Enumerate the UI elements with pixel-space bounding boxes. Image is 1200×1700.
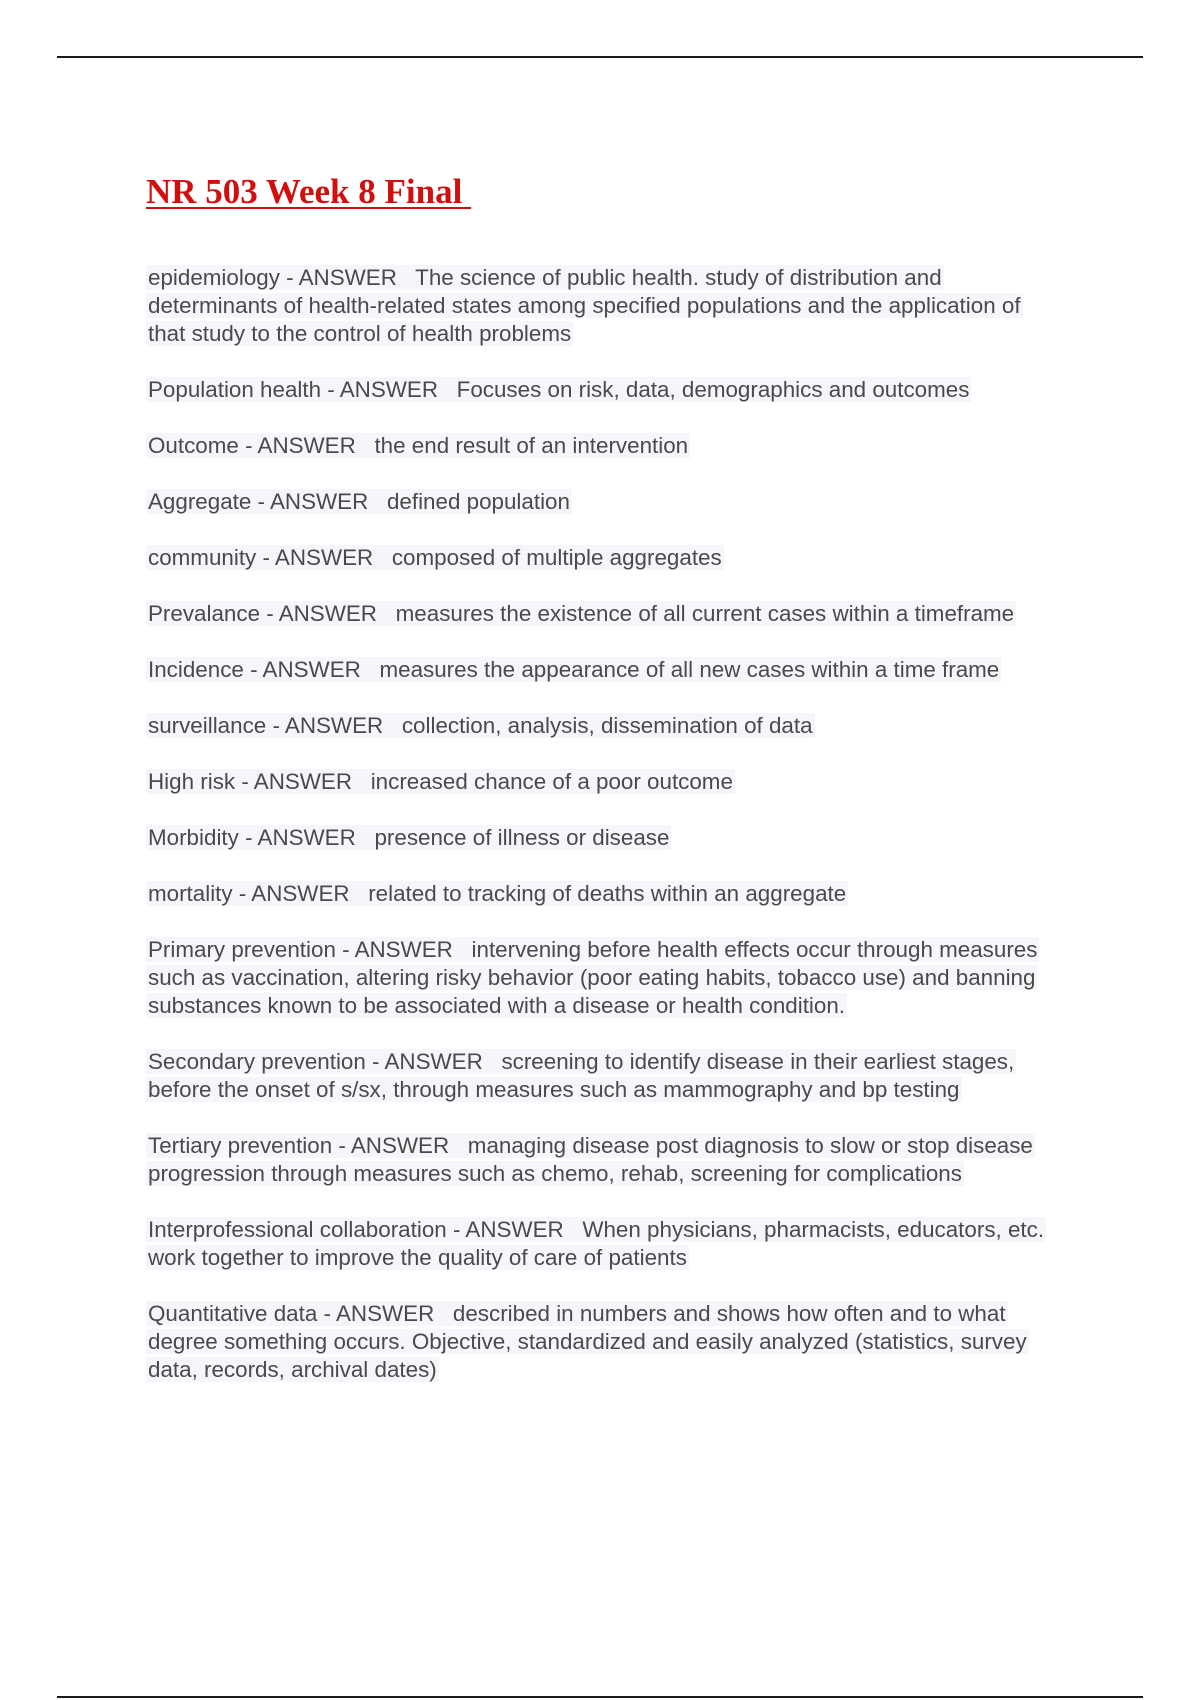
qa-term: surveillance <box>148 713 267 738</box>
qa-separator: - ANSWER <box>235 769 371 794</box>
qa-separator: - ANSWER <box>251 489 387 514</box>
qa-term: Primary prevention <box>148 937 336 962</box>
qa-list <box>146 264 1046 1384</box>
qa-term: community <box>148 545 257 570</box>
qa-term: Aggregate <box>148 489 252 514</box>
qa-definition: When physicians, pharmacists, educators, etc. work together to improve the quality of care of patients <box>148 1217 1045 1270</box>
qa-entry-primary-prevention <box>146 936 1046 1020</box>
qa-definition: intervening before health effects occur through measures such as vaccination, altering risky behavior (poor eating habits, tobacco use) and banning substances known to be associated with a disease or health condition. <box>148 937 1038 1018</box>
qa-entry-quantitative-data <box>146 1300 1046 1384</box>
qa-definition: managing disease post diagnosis to slow or stop disease progression through measures such as chemo, rehab, screening for complications <box>148 1133 1033 1186</box>
document-page <box>146 170 1046 1412</box>
qa-definition: Focuses on risk, data, demographics and outcomes <box>456 377 970 402</box>
qa-entry-morbidity <box>146 824 1046 852</box>
qa-entry-tertiary-prevention <box>146 1132 1046 1188</box>
qa-term: Prevalance <box>148 601 261 626</box>
qa-separator: - ANSWER <box>335 937 472 962</box>
qa-entry-high-risk <box>146 768 1046 796</box>
qa-entry-outcome <box>146 432 1046 460</box>
document-title: NR 503 Week 8 Final <box>146 172 472 211</box>
qa-definition: related to tracking of deaths within an aggregate <box>368 881 847 906</box>
qa-term: Outcome <box>148 433 239 458</box>
qa-definition: measures the appearance of all new cases within a time frame <box>379 657 1000 682</box>
qa-term: Population health <box>148 377 322 402</box>
qa-entry-community <box>146 544 1046 572</box>
qa-term: Morbidity <box>148 825 239 850</box>
qa-term: Tertiary prevention <box>148 1133 333 1158</box>
qa-term: High risk <box>148 769 236 794</box>
qa-definition: defined population <box>386 489 570 514</box>
page-top-rule <box>57 56 1143 58</box>
qa-separator: - ANSWER <box>365 1049 502 1074</box>
qa-separator: - ANSWER <box>317 1301 453 1326</box>
qa-definition: described in numbers and shows how often and to what degree something occurs. Objective, standardized and easily analyzed (statistics, survey data, records, archival dates) <box>148 1301 1027 1382</box>
qa-entry-interprofessional-collaboration <box>146 1216 1046 1272</box>
qa-entry-incidence <box>146 656 1046 684</box>
qa-entry-surveillance <box>146 712 1046 740</box>
qa-separator: - ANSWER <box>238 825 375 850</box>
qa-separator: - ANSWER <box>332 1133 468 1158</box>
qa-term: Quantitative data <box>148 1301 318 1326</box>
qa-definition: presence of illness or disease <box>374 825 670 850</box>
qa-definition: The science of public health. study of distribution and determinants of health-related states among specified populations and the application of that study to the control of health problems <box>148 265 1021 346</box>
qa-separator: - ANSWER <box>266 713 402 738</box>
qa-term: Interprofessional collaboration <box>148 1217 447 1242</box>
qa-separator: - ANSWER <box>243 657 380 682</box>
qa-separator: - ANSWER <box>446 1217 583 1242</box>
qa-definition: increased chance of a poor outcome <box>370 769 733 794</box>
qa-term: Incidence <box>148 657 244 682</box>
page-bottom-rule <box>57 1696 1143 1698</box>
qa-entry-mortality <box>146 880 1046 908</box>
qa-definition: collection, analysis, dissemination of data <box>401 713 813 738</box>
qa-term: mortality <box>148 881 233 906</box>
qa-term: epidemiology <box>148 265 280 290</box>
qa-definition: composed of multiple aggregates <box>391 545 722 570</box>
qa-entry-secondary-prevention <box>146 1048 1046 1104</box>
qa-separator: - ANSWER <box>321 377 457 402</box>
qa-separator: - ANSWER <box>260 601 396 626</box>
qa-separator: - ANSWER <box>256 545 392 570</box>
qa-entry-prevalance <box>146 600 1046 628</box>
qa-definition: measures the existence of all current cases within a timeframe <box>395 601 1015 626</box>
qa-separator: - ANSWER <box>232 881 369 906</box>
qa-entry-population-health <box>146 376 1046 404</box>
qa-term: Secondary prevention <box>148 1049 366 1074</box>
qa-definition: the end result of an intervention <box>374 433 689 458</box>
qa-separator: - ANSWER <box>238 433 375 458</box>
qa-entry-epidemiology <box>146 264 1046 348</box>
qa-definition: screening to identify disease in their earliest stages, before the onset of s/sx, through measures such as mammography and bp testing <box>148 1049 1015 1102</box>
qa-entry-aggregate <box>146 488 1046 516</box>
qa-separator: - ANSWER <box>279 265 416 290</box>
